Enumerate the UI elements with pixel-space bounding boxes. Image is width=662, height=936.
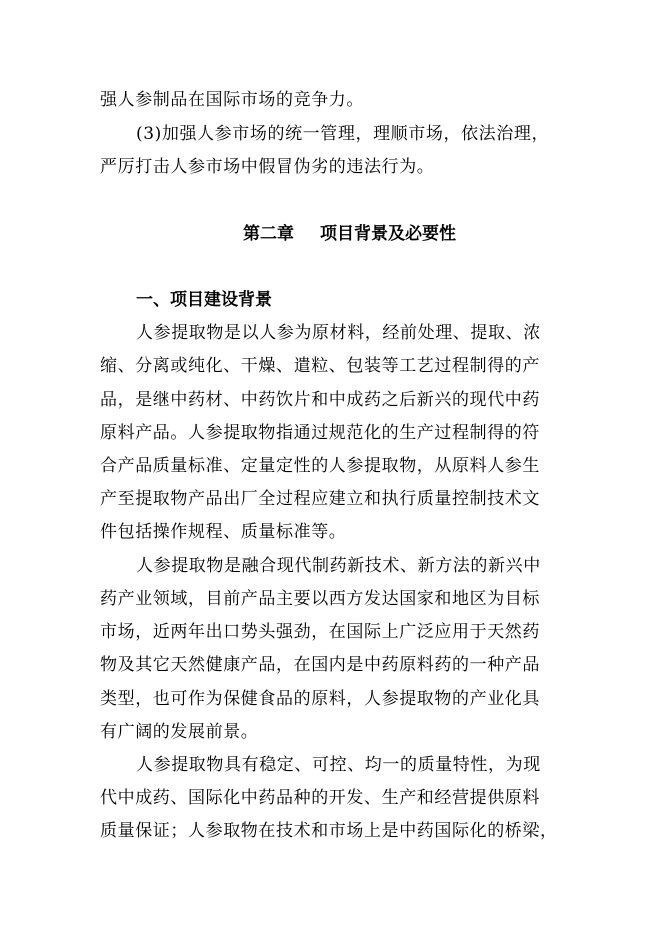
paragraph-1-line: 品，是继中药材、中药饮片和中成药之后新兴的现代中药 [100, 390, 540, 410]
paragraph-3-line: 代中成药、国际化中药品种的开发、生产和经营提供原料 [100, 788, 540, 808]
chapter-heading [243, 223, 456, 245]
intro-line-3: 严厉打击人参市场中假冒伪劣的违法行为。 [100, 157, 435, 177]
paragraph-2-line: 人参提取物是融合现代制药新技术、新方法的新兴中 [136, 556, 541, 576]
paragraph-1-line: 原料产品。人参提取物指通过规范化的生产过程制得的符 [100, 423, 540, 443]
paragraph-1-line: 缩、分离或纯化、干燥、遣粒、包装等工艺过程制得的产 [100, 356, 540, 376]
chapter-number: 第二章 [243, 224, 294, 244]
chapter-title: 项目背景及必要性 [320, 224, 456, 244]
paragraph-1-line: 合产品质量标准、定量定性的人参提取物，从原料人参生 [100, 456, 540, 476]
intro-line-1: 强人参制品在国际市场的竞争力。 [100, 90, 364, 110]
intro-line-2: (3)加强人参市场的统一管理，理顺市场，依法治理， [136, 124, 550, 144]
paragraph-2-line: 市场，近两年出口势头强劲，在国际上广泛应用于天然药 [100, 622, 540, 642]
paragraph-1-line: 件包括操作规程、质量标准等。 [100, 522, 347, 542]
paragraph-1-line: 人参提取物是以人参为原材料，经前处理、提取、浓 [136, 323, 541, 343]
paragraph-3-line: 人参提取物具有稳定、可控、均一的质量特性，为现 [136, 755, 541, 775]
paragraph-1-line: 产至提取物产品出厂全过程应建立和执行质量控制技术文 [100, 489, 540, 509]
paragraph-3-line: 质量保证；人参取物在技术和市场上是中药国际化的桥梁， [100, 821, 558, 841]
paragraph-2-line: 物及其它天然健康产品，在国内是中药原料药的一种产品 [100, 655, 540, 675]
section-heading: 一、项目建设背景 [136, 290, 272, 310]
paragraph-2-line: 类型，也可作为保健食品的原料，人参提取物的产业化具 [100, 689, 540, 709]
paragraph-2-line: 药产业领域，目前产品主要以西方发达国家和地区为目标 [100, 589, 540, 609]
paragraph-2-line: 有广阔的发展前景。 [100, 722, 259, 742]
